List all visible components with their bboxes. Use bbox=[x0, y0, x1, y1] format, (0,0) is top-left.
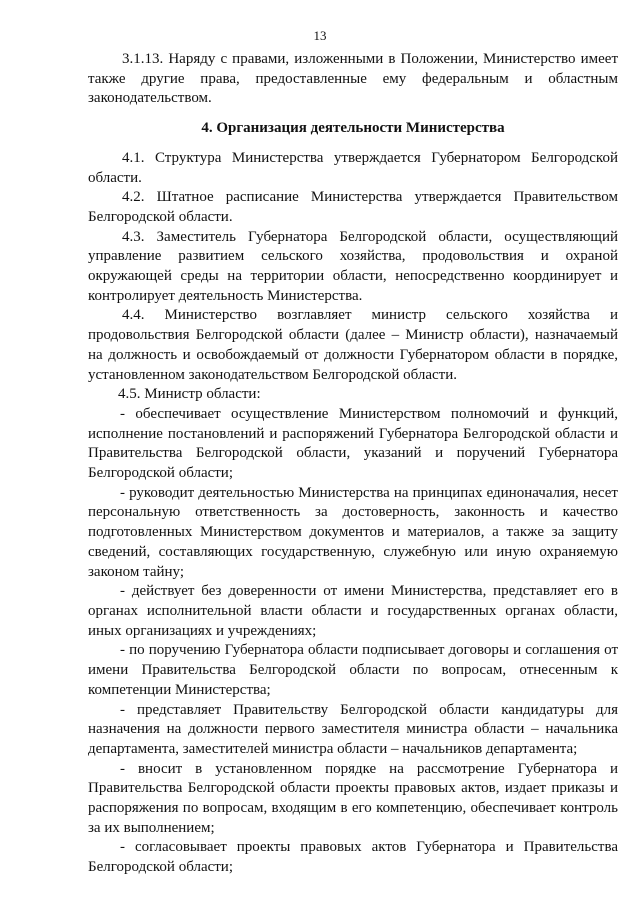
document-body bbox=[88, 50, 618, 878]
list-item: - действует без доверенности от имени Министерства, представляет его в органах исполнительной власти области и государственных органах области, иных организациях и учреждениях; bbox=[88, 583, 618, 639]
clause-4-3: 4.3. Заместитель Губернатора Белгородской области, осуществляющий управление развитием сельского хозяйства, продовольствия и охраной окружающей среды на территории области, непосредственно координирует и контролирует деятельность Министерства. bbox=[88, 228, 618, 304]
clause-4-5-title: 4.5. Министр области: bbox=[118, 386, 261, 403]
clause-4-4: 4.4. Министерство возглавляет министр сельского хозяйства и продовольствия Белгородской области (далее – Министр области), назначаемый на должность и освобождаемый от должности Губернатором области в порядке, установленном законодательством Белгородской области. bbox=[88, 307, 618, 383]
list-item: - по поручению Губернатора области подписывает договоры и соглашения от имени Правительства Белгородской области по вопросам, отнесенным к компетенции Министерства; bbox=[88, 642, 618, 698]
intro-paragraph: 3.1.13. Наряду с правами, изложенными в Положении, Министерство имеет также другие права, предоставленные ему федеральным и областным законодательством. bbox=[88, 51, 618, 107]
page-number: 13 bbox=[313, 28, 327, 43]
list-item: - руководит деятельностью Министерства на принципах единоначалия, несет персональную ответственность за достоверность, законность и качество подготовленных Министерством документов и материалов, а также за защиту сведений, составляющих государственную, служебную или иную охраняемую законом тайну; bbox=[88, 484, 618, 580]
clause-4-2: 4.2. Штатное расписание Министерства утверждается Правительством Белгородской области. bbox=[88, 189, 618, 225]
clause-4-1: 4.1. Структура Министерства утверждается Губернатором Белгородской области. bbox=[88, 149, 618, 186]
list-item: - согласовывает проекты правовых актов Губернатора и Правительства Белгородской области; bbox=[88, 839, 618, 876]
list-item: - обеспечивает осуществление Министерством полномочий и функций, исполнение постановлений и распоряжений Губернатора Белгородской области и Правительства Белгородской области, указаний и поручений Губернатора Белгородской области; bbox=[88, 405, 618, 482]
list-item: - вносит в установленном порядке на рассмотрение Губернатора и Правительства Белгородской области проекты правовых актов, издает приказы и распоряжения по вопросам, входящим в его компетенцию, обеспечивает контроль за их выполнением; bbox=[88, 760, 618, 836]
list-item: - представляет Правительству Белгородской области кандидатуры для назначения на должности первого заместителя министра области – начальника департамента, заместителей министра области – начальников департамента; bbox=[88, 701, 618, 757]
section-heading: 4. Организация деятельности Министерства bbox=[201, 120, 505, 137]
